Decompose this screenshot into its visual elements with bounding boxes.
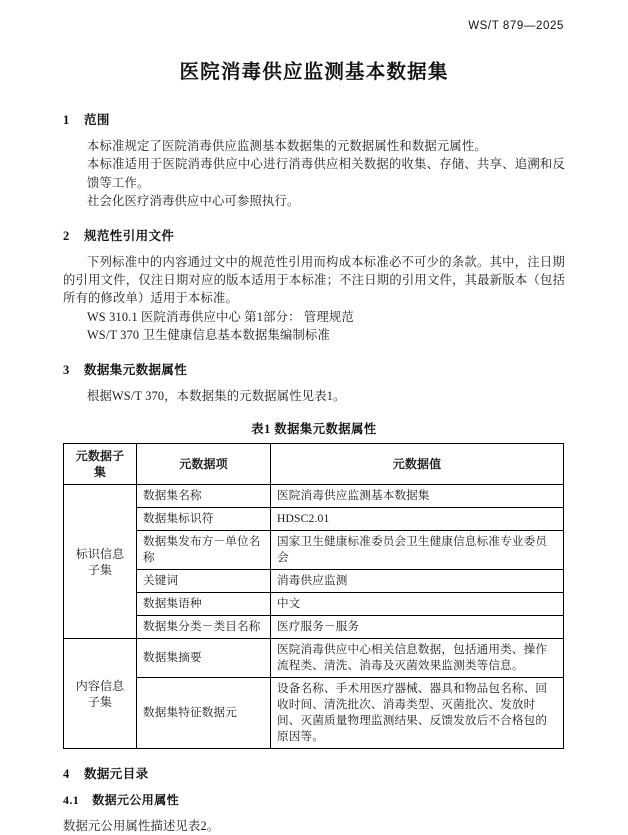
clause-2-section xyxy=(63,226,565,345)
clause-4-heading xyxy=(63,764,565,782)
metadata-value-cell: 医院消毒供应监测基本数据集 xyxy=(271,485,564,508)
clause-1-paragraph-3: 社会化医疗消毒供应中心可参照执行。 xyxy=(87,194,300,209)
normative-reference-list xyxy=(87,308,565,345)
clause-1-title: 范围 xyxy=(84,113,110,127)
table-row xyxy=(64,616,564,639)
clause-3-section xyxy=(63,360,565,749)
table-row xyxy=(64,531,564,570)
table-header-row xyxy=(64,444,564,485)
document-title: 医院消毒供应监测基本数据集 xyxy=(179,62,449,83)
clause-3-paragraph: 根据WS/T 370，本数据集的元数据属性见表1。 xyxy=(87,388,346,403)
metadata-item-cell: 数据集特征数据元 xyxy=(137,678,271,749)
metadata-value-cell: 消毒供应监测 xyxy=(271,570,564,593)
table-1-caption: 表1 数据集元数据属性 xyxy=(251,422,377,437)
clause-2-title: 规范性引用文件 xyxy=(84,228,175,243)
clause-2-paragraph: 下列标准中的内容通过文中的规范性引用而构成本标准必不可少的条款。其中，注日期的引用文件，仅注日期对应的版本适用于本标准；不注日期的引用文件，其最新版本（包括所有的修改单）适用于本标准。 xyxy=(63,254,565,306)
clause-1-paragraph-1: 本标准规定了医院消毒供应监测基本数据集的元数据属性和数据元属性。 xyxy=(87,139,487,153)
metadata-item-cell: 数据集名称 xyxy=(137,485,271,508)
metadata-item-cell: 数据集摘要 xyxy=(137,639,271,678)
table-row xyxy=(64,508,564,531)
metadata-item-cell: 数据集发布方－单位名称 xyxy=(137,531,271,570)
column-header-item: 元数据项 xyxy=(137,444,271,485)
clause-4-1-title: 数据元公用属性 xyxy=(92,793,180,808)
metadata-value-cell: 医疗服务－服务 xyxy=(271,616,564,639)
metadata-item-cell: 关键词 xyxy=(137,570,271,593)
clause-1-section xyxy=(63,110,565,211)
metadata-value-cell: 医院消毒供应中心相关信息数据，包括通用类、操作流程类、清洗、消毒及灭菌效果监测类等信息。 xyxy=(271,639,564,678)
metadata-value-cell: 中文 xyxy=(271,593,564,616)
document-body xyxy=(63,110,565,835)
clause-4-title: 数据元目录 xyxy=(84,767,149,782)
clause-2-heading xyxy=(63,226,565,244)
metadata-value-cell: 国家卫生健康标准委员会卫生健康信息标准专业委员会 xyxy=(271,531,564,570)
clause-3-heading xyxy=(63,360,565,378)
table-row xyxy=(64,570,564,593)
normative-reference-item: WS 310.1 医院消毒供应中心 第1部分： 管理规范 xyxy=(87,309,354,324)
clause-4-1-paragraph: 数据元公用属性描述见表2。 xyxy=(63,819,220,834)
metadata-item-cell: 数据集分类－类目名称 xyxy=(137,616,271,639)
clause-4-1-heading xyxy=(63,791,565,808)
table-metadata-attributes xyxy=(63,443,564,749)
column-header-subset: 元数据子集 xyxy=(64,444,137,485)
clause-1-paragraph-2: 本标准适用于医院消毒供应中心进行消毒供应相关数据的收集、存储、共享、追溯和反馈等工作。 xyxy=(87,157,565,190)
table-row xyxy=(64,485,564,508)
clause-3-number: 3 xyxy=(63,362,70,377)
metadata-value-cell: HDSC2.01 xyxy=(271,508,564,531)
column-header-value: 元数据值 xyxy=(271,444,564,485)
table-row xyxy=(64,678,564,749)
subset-cell-content: 内容信息子集 xyxy=(64,639,137,749)
clause-4-number: 4 xyxy=(63,767,70,782)
table-row xyxy=(64,593,564,616)
clause-1-number: 1 xyxy=(63,113,70,127)
clause-4-1-number: 4.1 xyxy=(63,793,80,808)
metadata-value-cell: 设备名称、手术用医疗器械、器具和物品包名称、回收时间、清洗批次、消毒类型、灭菌批次、发放时间、灭菌质量物理监测结果、反馈发放后不合格包的原因等。 xyxy=(271,678,564,749)
normative-reference-item: WS/T 370 卫生健康信息基本数据集编制标准 xyxy=(87,328,330,343)
standard-number-header: WS/T 879—2025 xyxy=(468,20,564,32)
table-row xyxy=(64,639,564,678)
clause-2-number: 2 xyxy=(63,228,70,243)
clause-4-section xyxy=(63,764,565,835)
metadata-item-cell: 数据集标识符 xyxy=(137,508,271,531)
clause-3-title: 数据集元数据属性 xyxy=(84,362,188,377)
subset-cell-identification: 标识信息子集 xyxy=(64,485,137,639)
clause-1-heading xyxy=(63,110,565,128)
metadata-item-cell: 数据集语种 xyxy=(137,593,271,616)
